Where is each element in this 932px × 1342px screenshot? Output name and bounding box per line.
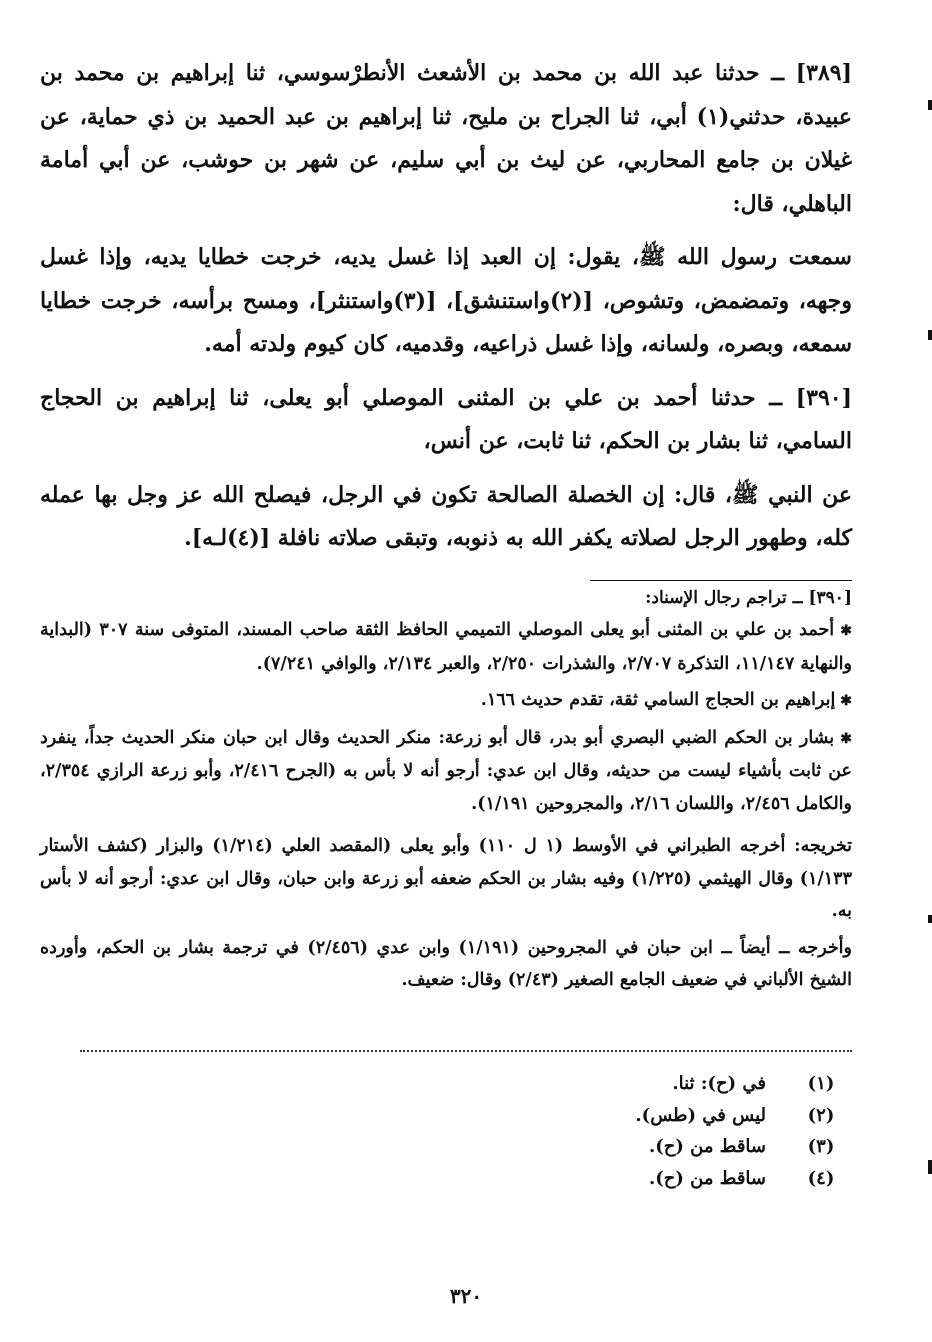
footnote (40, 1068, 852, 1100)
footnote-number: (١) (807, 1073, 835, 1094)
margin-mark (928, 100, 932, 110)
footnote-text: ليس في (طس). (635, 1104, 766, 1126)
takhrij-paragraph: تخريجه: أخرجه الطبراني في الأوسط (١ ل ١١٠) وأبو يعلى (المقصد العلي (١/٢١٤) والبزار (كشف الأستار ١/١٣٣) وقال الهيثمي (١/٢٢٥) وفيه بشار بن الحكم ضعفه أبو زرعة وابن حبان، وقال ابن عدي: أرجو أنه لا بأس به. (40, 836, 852, 921)
hadith-389-isnad: [٣٨٩] ــ حدثنا عبد الله بن محمد بن الأشعث الأنطرْسوسي، ثنا إبراهيم بن محمد بن عبيدة، حدثني(١) أبي، ثنا الجراح بن مليح، ثنا إبراهيم بن عبد الحميد بن ذي حماية، عن غيلان بن جامع المحاربي، عن ليث بن أبي سليم، عن شهر بن حوشب، عن أبي أمامة الباهلي، قال: (40, 60, 852, 217)
notes-separator (590, 580, 852, 581)
hadith-389-matn: سمعت رسول الله ﷺ، يقول: إن العبد إذا غسل يديه، خرجت خطايا يديه، وإذا غسل وجهه، وتمضمض، وتشوص، [(٢)واستنشق]، [(٣)واستنثر]، ومسح برأسه، خرجت خطايا سمعه، وبصره، ولسانه، وإذا غسل ذراعيه، وقدميه، كان كيوم ولدته أمه. (40, 244, 852, 357)
narrator-note: ✱ أحمد بن علي بن المثنى أبو يعلى الموصلي التميمي الحافظ الثقة صاحب المسند، المتوفى سنة ٣٠٧ (البداية والنهاية ١١/١٤٧، التذكرة ٢/٧٠٧، والشذرات ٢/٢٥٠، والعبر ٢/١٣٤، والوافي ٧/٢٤١). (40, 614, 852, 680)
notes-section (40, 582, 852, 1001)
narrator-note: ✱ إبراهيم بن الحجاج السامي ثقة، تقدم حديث ١٦٦. (40, 684, 852, 718)
footnote-number: (٢) (807, 1104, 835, 1126)
footnote-text: ساقط من (ح). (648, 1167, 766, 1189)
footnote (40, 1131, 852, 1163)
footnote (40, 1100, 852, 1132)
takhrij-paragraph: وأخرجه ــ أيضاً ــ ابن حبان في المجروحين (١/١٩١) وابن عدي (٢/٤٥٦) في ترجمة بشار بن الحكم، وأورده الشيخ الألباني في ضعيف الجامع الصغير (٢/٤٣) وقال: ضعيف. (40, 937, 852, 990)
narrator-note: ✱ بشار بن الحكم الضبي البصري أبو بدر، قال أبو زرعة: منكر الحديث وقال ابن حبان منكر الحديث جداً، ينفرد عن ثابت بأشياء ليست من حديثه، وقال ابن عدي: أرجو أنه لا بأس به (الجرح ٢/٤١٦، وأبو زرعة الرازي ٢/٣٥٤، والكامل ٢/٤٥٦، واللسان ٢/١٦، والمجروحين ١/١٩١). (40, 722, 852, 821)
tarajim-title: [٣٩٠] ــ تراجم رجال الإسناد: (645, 588, 852, 608)
footnote-text: ساقط من (ح). (648, 1136, 766, 1157)
margin-mark (928, 1160, 932, 1174)
page-content (40, 52, 852, 990)
margin-mark (928, 915, 932, 923)
margin-mark (928, 330, 932, 340)
hadith-390-matn: عن النبي ﷺ، قال: إن الخصلة الصالحة تكون في الرجل، فيصلح الله عز وجل بها عمله كله، وطهور الرجل لصلاته يكفر الله به ذنوبه، وتبقى صلاته نافلة [(٤)لـه]. (40, 481, 852, 551)
page-number: ٣٢٠ (449, 1284, 483, 1308)
footnote (40, 1163, 852, 1195)
hadith-390-isnad: [٣٩٠] ــ حدثنا أحمد بن علي بن المثنى الموصلي أبو يعلى، ثنا إبراهيم بن الحجاج السامي، ثنا بشار بن الحكم، ثنا ثابت، عن أنس، (40, 384, 852, 454)
main-text (40, 52, 852, 561)
footnotes-separator (80, 1050, 852, 1052)
footnotes-section (40, 1068, 852, 1194)
footnote-text: في (ح): ثنا. (672, 1073, 766, 1094)
footnote-number: (٣) (807, 1136, 835, 1157)
footnote-number: (٤) (807, 1167, 835, 1189)
